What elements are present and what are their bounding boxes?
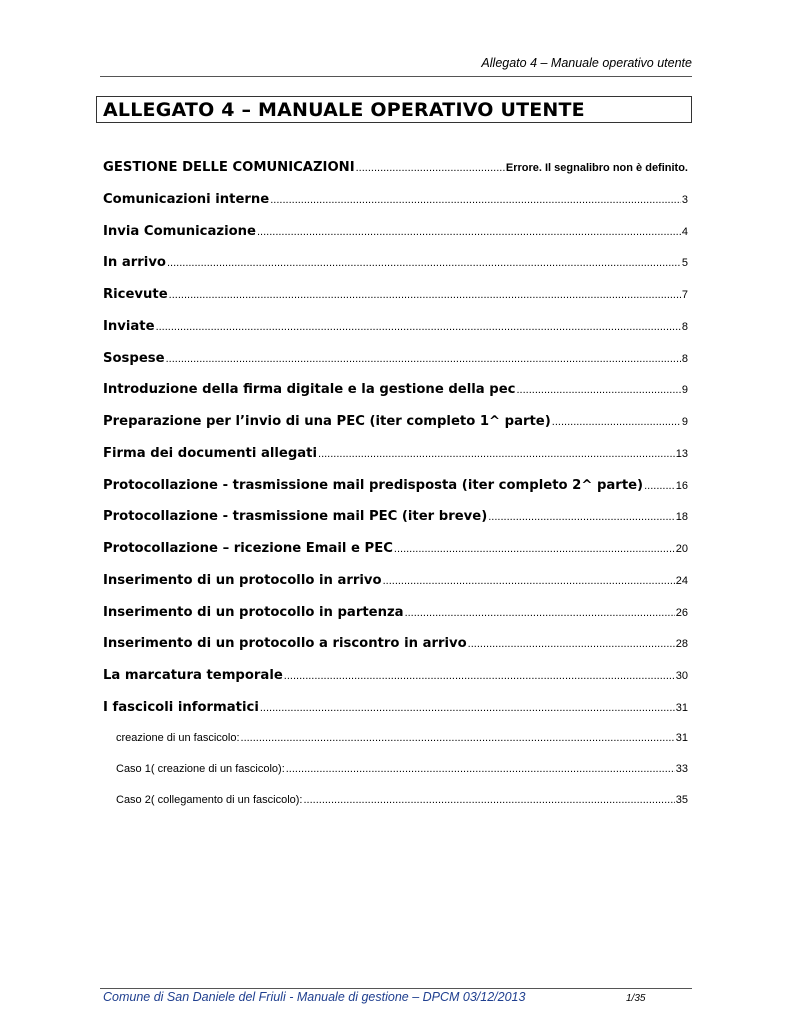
- toc-entry[interactable]: [103, 224, 688, 239]
- toc-dot-leader: [468, 638, 675, 650]
- page-number: 1/35: [626, 993, 646, 1004]
- toc-entry-page: 7: [681, 289, 688, 301]
- toc-dot-leader: [156, 321, 681, 333]
- toc-entry-page: 4: [681, 226, 688, 238]
- toc-dot-leader: [644, 480, 675, 492]
- toc-entry[interactable]: [116, 794, 688, 806]
- toc-dot-leader: [260, 702, 675, 714]
- toc-entry[interactable]: [103, 287, 688, 302]
- header-divider: [100, 76, 692, 77]
- toc-entry[interactable]: [103, 319, 688, 334]
- toc-entry-title: I fascicoli informatici: [103, 700, 259, 715]
- toc-entry[interactable]: [103, 192, 688, 207]
- toc-entry[interactable]: [103, 382, 688, 397]
- toc-entry[interactable]: [103, 541, 688, 556]
- toc-dot-leader: [286, 763, 675, 775]
- toc-dot-leader: [516, 384, 680, 396]
- toc-dot-leader: [383, 575, 675, 587]
- toc-entry-title: Inserimento di un protocollo in arrivo: [103, 573, 382, 588]
- toc-entry-title: Ricevute: [103, 287, 168, 302]
- toc-entry-title: Protocollazione - trasmissione mail PEC (iter breve): [103, 509, 488, 524]
- toc-entry-page: 28: [675, 638, 688, 650]
- toc-entry[interactable]: [116, 732, 688, 744]
- toc-entry[interactable]: [103, 636, 688, 651]
- toc-entry-title: Preparazione per l’invio di una PEC (iter completo 1^ parte): [103, 414, 551, 429]
- toc-entry-page: 16: [675, 480, 688, 492]
- toc-entry-page: 31: [675, 702, 688, 714]
- document-title: ALLEGATO 4 – MANUALE OPERATIVO UTENTE: [103, 98, 585, 121]
- toc-entry-page: 20: [675, 543, 688, 555]
- toc-entry-title: Firma dei documenti allegati: [103, 446, 318, 461]
- toc-entry[interactable]: [103, 255, 688, 270]
- toc-dot-leader: [257, 226, 681, 238]
- toc-entry[interactable]: [103, 509, 688, 524]
- toc-entry[interactable]: [103, 446, 688, 461]
- toc-entry-page: 35: [675, 794, 688, 806]
- footer-divider: [100, 988, 692, 989]
- toc-entry[interactable]: [103, 700, 688, 715]
- footer-text: Comune di San Daniele del Friuli - Manuale di gestione – DPCM 03/12/2013: [103, 990, 526, 1004]
- toc-dot-leader: [394, 543, 675, 555]
- toc-entry[interactable]: [103, 478, 688, 493]
- toc-dot-leader: [488, 511, 675, 523]
- document-title-box: [96, 96, 692, 123]
- toc-dot-leader: [167, 257, 681, 269]
- toc-dot-leader: [284, 670, 675, 682]
- toc-entry-title: GESTIONE DELLE COMUNICAZIONI: [103, 160, 355, 175]
- toc-entry-title: Invia Comunicazione: [103, 224, 256, 239]
- toc-entry-title: La marcatura temporale: [103, 668, 283, 683]
- toc-dot-leader: [270, 194, 681, 206]
- toc-entry-page: 24: [675, 575, 688, 587]
- toc-entry-title: Inviate: [103, 319, 155, 334]
- toc-entry[interactable]: [116, 763, 688, 775]
- toc-entry[interactable]: [103, 414, 688, 429]
- toc-entry-title: Caso 2( collegamento di un fascicolo):: [116, 794, 303, 806]
- running-header: Allegato 4 – Manuale operativo utente: [481, 56, 692, 70]
- toc-entry-title: Protocollazione - trasmissione mail predisposta (iter completo 2^ parte): [103, 478, 644, 493]
- toc-dot-leader: [169, 289, 681, 301]
- toc-entry[interactable]: [103, 160, 688, 175]
- toc-dot-leader: [356, 162, 505, 174]
- toc-dot-leader: [552, 416, 681, 428]
- toc-entry-page: 8: [681, 353, 688, 365]
- toc-entry-title: In arrivo: [103, 255, 166, 270]
- toc-dot-leader: [405, 607, 675, 619]
- toc-entry-title: creazione di un fascicolo:: [116, 732, 240, 744]
- toc-entry[interactable]: [103, 668, 688, 683]
- toc-dot-leader: [318, 448, 675, 460]
- toc-entry-title: Introduzione della firma digitale e la gestione della pec: [103, 382, 516, 397]
- toc-entry-page: 33: [675, 763, 688, 775]
- toc-entry-title: Inserimento di un protocollo a riscontro in arrivo: [103, 636, 467, 651]
- toc-entry-title: Sospese: [103, 351, 165, 366]
- toc-dot-leader: [166, 353, 681, 365]
- toc-dot-leader: [241, 732, 675, 744]
- toc-entry[interactable]: [103, 573, 688, 588]
- toc-entry-title: Protocollazione – ricezione Email e PEC: [103, 541, 393, 556]
- toc-entry-page: 8: [681, 321, 688, 333]
- toc-entry-title: Comunicazioni interne: [103, 192, 270, 207]
- toc-entry[interactable]: [103, 605, 688, 620]
- toc-dot-leader: [303, 794, 674, 806]
- toc-entry[interactable]: [103, 351, 688, 366]
- toc-entry-title: Inserimento di un protocollo in partenza: [103, 605, 404, 620]
- toc-entry-page: Errore. Il segnalibro non è definito.: [505, 162, 688, 174]
- toc-entry-page: 30: [675, 670, 688, 682]
- toc-entry-page: 31: [675, 732, 688, 744]
- toc-entry-page: 13: [675, 448, 688, 460]
- toc-entry-page: 3: [681, 194, 688, 206]
- toc-entry-page: 9: [681, 384, 688, 396]
- toc-entry-page: 26: [675, 607, 688, 619]
- toc-entry-page: 9: [681, 416, 688, 428]
- toc-entry-title: Caso 1( creazione di un fascicolo):: [116, 763, 285, 775]
- toc-entry-page: 18: [675, 511, 688, 523]
- toc-entry-page: 5: [681, 257, 688, 269]
